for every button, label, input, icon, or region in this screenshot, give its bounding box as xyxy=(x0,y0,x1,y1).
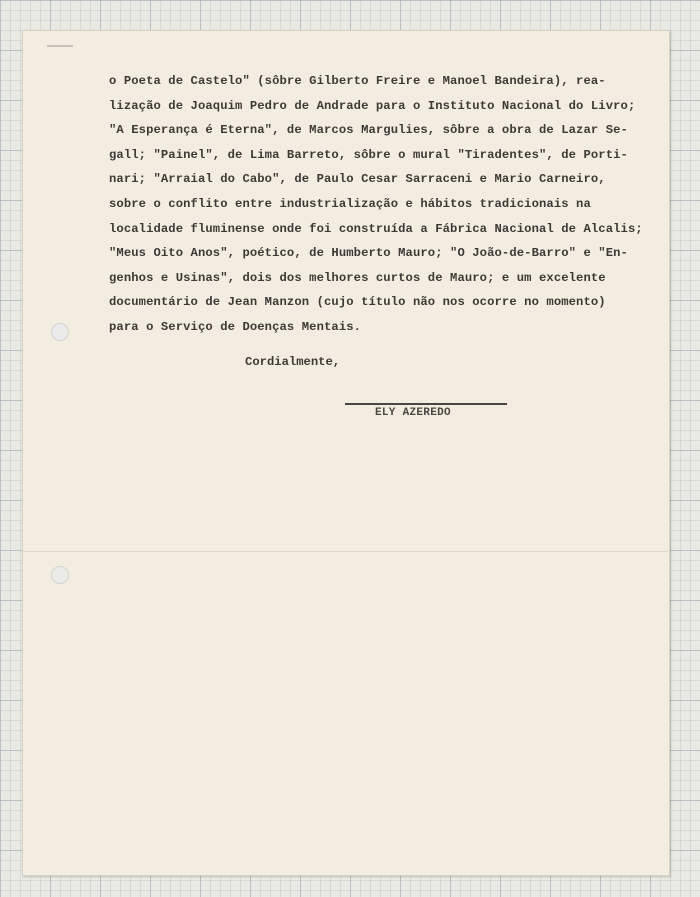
body-line: o Poeta de Castelo" (sôbre Gilberto Freire e Manoel Bandeira), rea- xyxy=(109,74,606,88)
body-line: localidade fluminense onde foi construída a Fábrica Nacional de Alcalis; xyxy=(109,221,643,236)
closing-salutation: Cordialmente, xyxy=(245,355,341,369)
body-line: nari; "Arraial do Cabo", de Paulo Cesar Sarraceni e Mario Carneiro, xyxy=(109,172,606,187)
body-line: para o Serviço de Doenças Mentais. xyxy=(109,319,362,334)
body-line: lização de Joaquim Pedro de Andrade para o Instituto Nacional do Livro; xyxy=(109,98,636,113)
body-line: "Meus Oito Anos", poético, de Humberto Mauro; "O João-de-Barro" e "En- xyxy=(109,246,628,261)
paper-fold xyxy=(23,551,669,552)
punch-hole xyxy=(51,566,69,584)
punch-hole xyxy=(51,323,69,341)
signature-name: ELY AZEREDO xyxy=(375,407,451,419)
body-line: gall; "Painel", de Lima Barreto, sôbre o mural "Tiradentes", de Porti- xyxy=(109,147,628,162)
corner-mark xyxy=(47,45,73,47)
signature-line xyxy=(345,403,507,405)
letter-body xyxy=(109,69,669,340)
body-line: sobre o conflito entre industrialização e hábitos tradicionais na xyxy=(109,196,591,211)
typewritten-page xyxy=(22,30,670,876)
body-line: documentário de Jean Manzon (cujo título não nos ocorre no momento) xyxy=(109,295,606,310)
body-line: genhos e Usinas", dois dos melhores curtos de Mauro; e um excelente xyxy=(109,270,606,285)
body-line: "A Esperança é Eterna", de Marcos Margulies, sôbre a obra de Lazar Se- xyxy=(109,123,628,138)
